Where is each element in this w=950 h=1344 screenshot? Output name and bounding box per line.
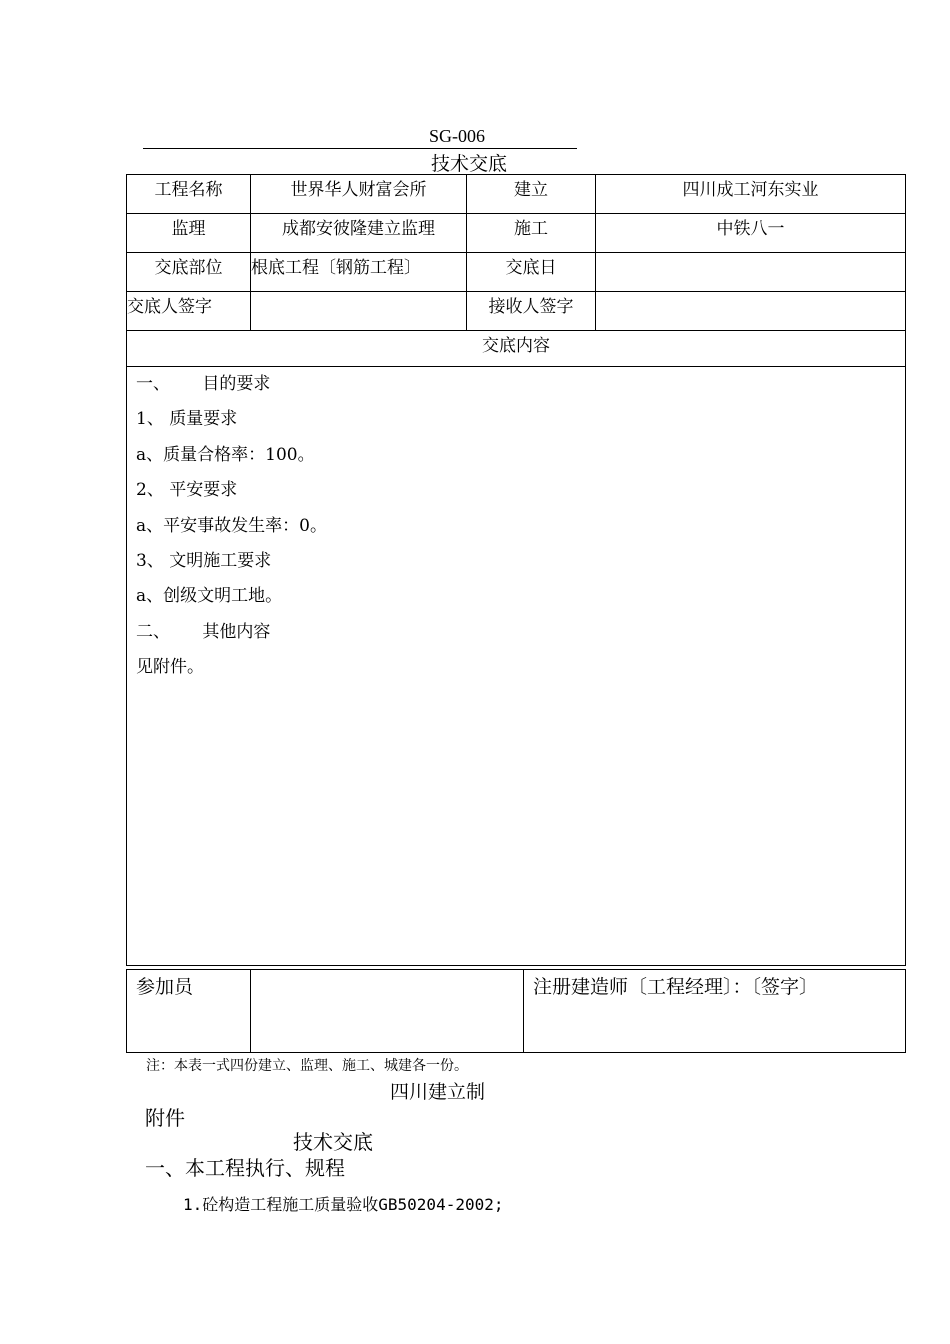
- attachment-label: 附件: [145, 1106, 185, 1130]
- build-label: 建立: [467, 175, 596, 214]
- supervision-label: 监理: [127, 214, 251, 253]
- giver-sign-label: 交底人签字: [127, 292, 251, 331]
- content-line: a、平安事故发生率：0。: [136, 516, 327, 536]
- engineer-sign-label: 注册建造师〔工程经理〕：〔签字〕: [524, 970, 906, 1053]
- project-name-label: 工程名称: [127, 175, 251, 214]
- content-line: 见附件。: [136, 657, 204, 677]
- part-value: 根底工程〔钢筋工程〕: [251, 253, 467, 292]
- list-item: 1.砼构造工程施工质量验收GB50204-2002;: [183, 1195, 504, 1214]
- build-value: 四川成工河东实业: [596, 175, 906, 214]
- content-area: [127, 367, 906, 966]
- info-table: [126, 174, 906, 966]
- date-value: [596, 253, 906, 292]
- signature-table: [126, 969, 906, 1053]
- content-line: 一、 目的要求: [136, 374, 271, 394]
- content-line: 1、 质量要求: [136, 409, 238, 429]
- maker-text: 四川建立制: [390, 1081, 486, 1103]
- part-label: 交底部位: [127, 253, 251, 292]
- project-name-value: 世界华人财富会所: [251, 175, 467, 214]
- content-line: 3、 文明施工要求: [136, 551, 272, 571]
- form-code-text: SG-006: [429, 126, 486, 146]
- participants-value: [251, 970, 524, 1053]
- footnote: 注：本表一式四份建立、监理、施工、城建各一份。: [146, 1058, 468, 1074]
- construction-value: 中铁八一: [596, 214, 906, 253]
- content-header: 交底内容: [127, 331, 906, 367]
- content-line: 2、 平安要求: [136, 480, 238, 500]
- construction-label: 施工: [467, 214, 596, 253]
- date-label: 交底日: [467, 253, 596, 292]
- form-title: 技术交底: [431, 153, 508, 175]
- content-line: a、创级文明工地。: [136, 586, 283, 606]
- giver-sign-value: [251, 292, 467, 331]
- supervision-value: 成都安彼隆建立监理: [251, 214, 467, 253]
- section-heading: 一、本工程执行、规程: [145, 1156, 345, 1180]
- participants-label: 参加员: [127, 970, 251, 1053]
- attachment-title: 技术交底: [293, 1130, 373, 1154]
- receiver-sign-value: [596, 292, 906, 331]
- content-line: a、质量合格率：100。: [136, 445, 315, 465]
- content-line: 二、 其他内容: [136, 622, 271, 642]
- receiver-sign-label: 接收人签字: [467, 292, 596, 331]
- code-underline: [143, 126, 577, 149]
